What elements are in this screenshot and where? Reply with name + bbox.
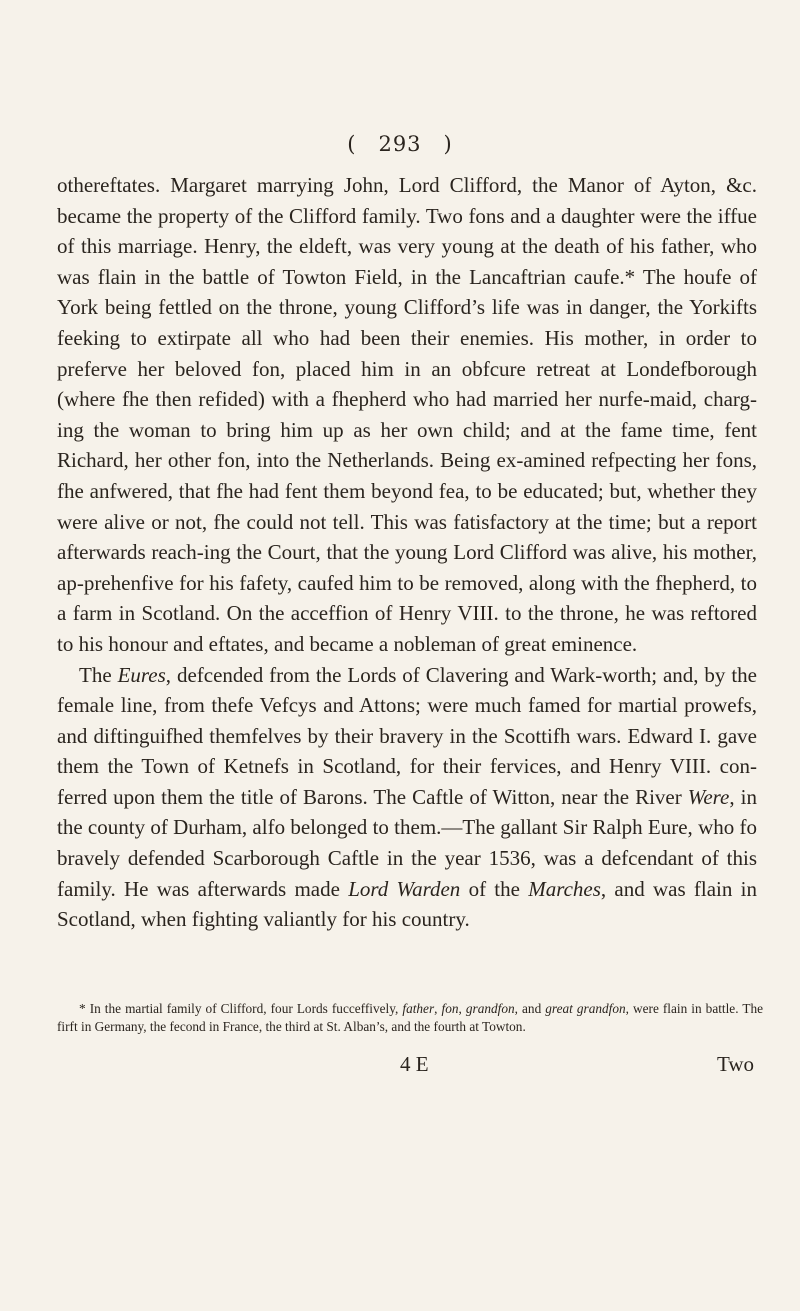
paragraph-clifford	[57, 170, 757, 660]
footnote-segment: ,	[434, 1001, 442, 1016]
signature-mark: 4 E	[400, 1052, 429, 1076]
body-text	[57, 170, 757, 935]
paragraph-segment: , defcended from the Lords of Clavering and Wark-worth; and, by the female line, from thefe Vefcys and Attons; were much famed for martial prowefs, and diftinguifhed themfelves by their bravery in the Scottifh wars. Edward I. gave them the Town of Ketnefs in Scotland, for their fervices, and Henry VIII. con-ferred upon them the title of Barons. The Caftle of Witton, near the River	[57, 662, 757, 809]
paragraph-segment: othereftates. Margaret marrying John, Lord Clifford, the Manor of Ayton, &c. became the property of the Clifford family. Two fons and a daughter were the iffue of this marriage. Henry, the eldeft, was very young at the death of his father, who was flain in the battle of Towton Field, in the Lancaftrian caufe.* The houfe of York being fettled on the throne, young Clifford’s life was in danger, the Yorkifts feeking to extirpate all who had been their enemies. His mother, in order to preferve her beloved fon, placed him in an obfcure retreat at Londefborough (where fhe then refided) with a fhepherd who had married her nurfe-maid, charg-ing the woman to bring him up as her own child; and at the fame time, fent Richard, her other fon, into the Netherlands. Being ex-amined refpecting her fons, fhe anfwered, that fhe had fent them beyond fea, to be educated; but, whether they were alive or not, fhe could not tell. This was fatisfactory at the time; but a report afterwards reach-ing the Court, that the young Lord Clifford was alive, his mother, ap-prehenfive for his fafety, caufed him to be removed, along with the fhepherd, to a farm in Scotland. On the acceffion of Henry VIII. to the throne, he was reftored to his honour and eftates, and became a nobleman of great eminence.	[57, 173, 757, 656]
page-number	[0, 132, 800, 156]
footnote-segment: , were flain in battle. The firft in Germany, the fecond in France, the third at St. Alban’s, and the fourth at Towton.	[57, 1001, 764, 1034]
footnote-italic-great-grandson: great grandfon	[545, 1001, 626, 1016]
catchword: Two	[716, 1052, 754, 1076]
footnote-italic-father: father	[402, 1001, 435, 1016]
italic-river-were: Were	[687, 784, 730, 809]
footnote	[57, 1000, 763, 1036]
folio-number: 293	[378, 132, 422, 156]
paragraph-eures	[57, 660, 757, 935]
paragraph-segment: , and was flain in Scotland, when fighting valiantly for his country.	[57, 876, 757, 932]
paragraph-segment: , in the county of Durham, alfo belonged to them.—The gallant Sir Ralph Eure, who fo bravely defended Scarborough Caftle in the year 1536, was a defcendant of this family. He was afterwards made	[57, 784, 757, 901]
paragraph-segment: of the	[460, 876, 529, 901]
italic-lord-warden: Lord Warden	[348, 876, 461, 901]
italic-name-eures: Eures	[117, 662, 166, 687]
footnote-segment: , and	[514, 1001, 546, 1016]
paragraph-segment: The	[79, 662, 118, 687]
folio-close-paren: )	[443, 132, 453, 156]
footnote-italic-grandson: grandfon	[465, 1001, 515, 1016]
italic-marches: Marches	[528, 876, 601, 901]
footnote-italic-son: fon	[441, 1001, 459, 1016]
footnote-segment: * In the martial family of Clifford, four Lords fucceffively,	[79, 1001, 403, 1016]
folio-open-paren: (	[347, 132, 357, 156]
footnote-segment: ,	[458, 1001, 466, 1016]
